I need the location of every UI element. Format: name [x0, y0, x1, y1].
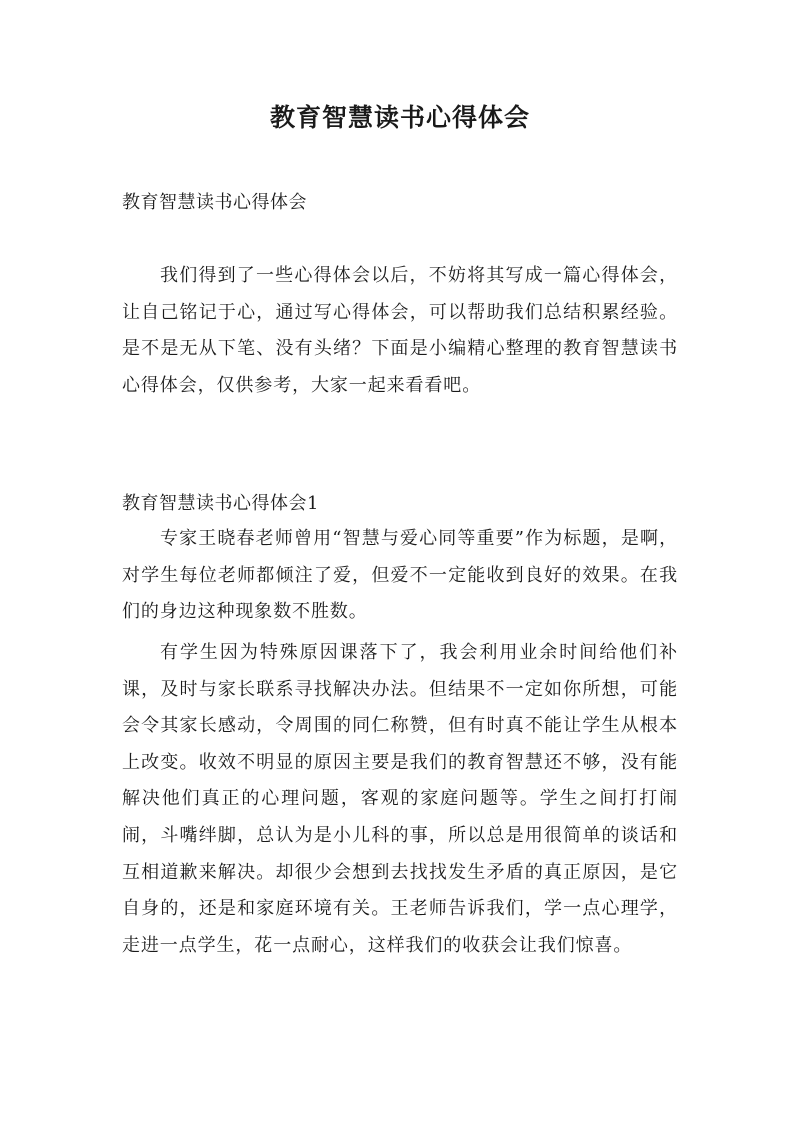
intro-paragraph: 我们得到了一些心得体会以后，不妨将其写成一篇心得体会，让自己铭记于心，通过写心得体会，可以帮助我们总结积累经验。是不是无从下笔、没有头绪？下面是小编精心整理的教育智慧读书心得体会，仅供参考，大家一起来看看吧。: [122, 265, 678, 396]
body-paragraph: 有学生因为特殊原因课落下了，我会利用业余时间给他们补课，及时与家长联系寻找解决办法。但结果不一定如你所想，可能会令其家长感动，令周围的同仁称赞，但有时真不能让学生从根本上改变。收效不明显的原因主要是我们的教育智慧还不够，没有能解决他们真正的心理问题，客观的家庭问题等。学生之间打打闹闹，斗嘴绊脚，总认为是小儿科的事，所以总是用很简单的谈话和互相道歉来解决。却很少会想到去找找发生矛盾的真正原因，是它自身的，还是和家庭环境有关。王老师告诉我们，学一点心理学，走进一点学生，花一点耐心，这样我们的收获会让我们惊喜。: [122, 642, 678, 956]
body-paragraph: 专家王晓春老师曾用“智慧与爱心同等重要”作为标题，是啊，对学生每位老师都倾注了爱，但爱不一定能收到良好的效果。在我们的身边这种现象数不胜数。: [122, 528, 678, 623]
page-title: 教育智慧读书心得体会: [269, 103, 530, 132]
section-heading: 教育智慧读书心得体会1: [122, 493, 319, 514]
document-subtitle: 教育智慧读书心得体会: [122, 192, 307, 213]
